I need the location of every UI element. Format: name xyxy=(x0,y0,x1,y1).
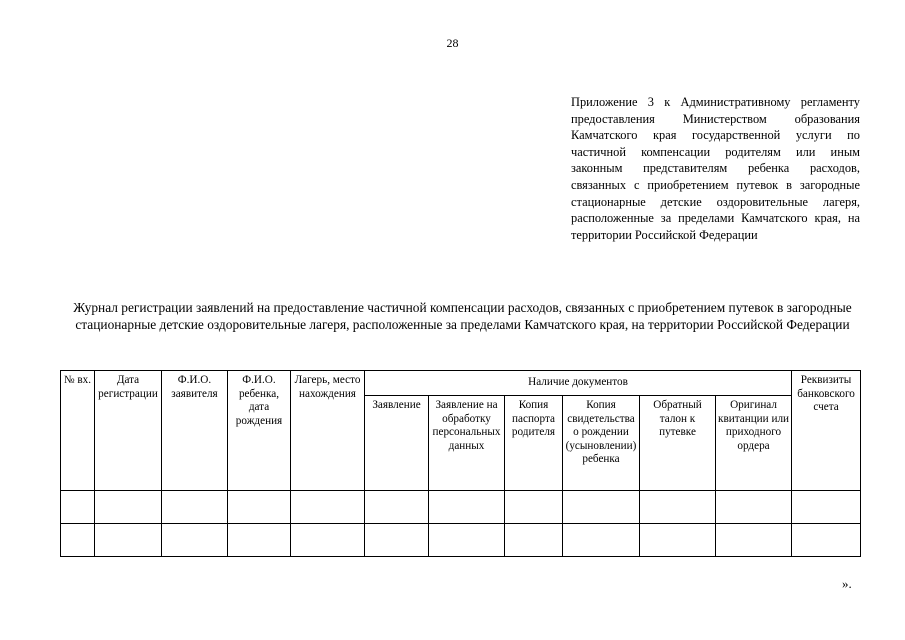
col-doc-birth-certificate: Копия свидетельства о рождении (усыновлении) ребенка xyxy=(563,396,640,491)
table-cell xyxy=(792,491,861,524)
table-cell xyxy=(563,524,640,557)
table-cell xyxy=(61,524,95,557)
col-bank-details: Реквизиты банковского счета xyxy=(792,371,861,491)
table-cell xyxy=(95,524,162,557)
table-cell xyxy=(429,524,505,557)
table-cell xyxy=(716,491,792,524)
col-child-info: Ф.И.О. ребенка, дата рождения xyxy=(228,371,291,491)
table-cell xyxy=(61,491,95,524)
table-header-row xyxy=(61,371,861,396)
col-doc-passport-copy: Копия паспорта родителя xyxy=(505,396,563,491)
col-applicant-name: Ф.И.О. заявителя xyxy=(162,371,228,491)
table-cell xyxy=(505,524,563,557)
table-cell xyxy=(365,491,429,524)
table-cell xyxy=(563,491,640,524)
journal-title: Журнал регистрации заявлений на предоставление частичной компенсации расходов, связанных с приобретением путевок в загородные стационарные детские оздоровительные лагеря, расположенные за пределами Камчатского края, на территории Российской Федерации xyxy=(73,300,852,332)
table-cell xyxy=(505,491,563,524)
col-doc-return-voucher: Обратный талон к путевке xyxy=(640,396,716,491)
closing-quote-mark: ». xyxy=(842,576,852,591)
table-cell xyxy=(365,524,429,557)
table-cell xyxy=(291,491,365,524)
table-cell xyxy=(716,524,792,557)
page-number: 28 xyxy=(446,36,459,50)
col-doc-receipt: Оригинал квитанции или приходного ордера xyxy=(716,396,792,491)
col-registration-date: Дата регистрации xyxy=(95,371,162,491)
table-cell xyxy=(640,491,716,524)
col-number: № вх. xyxy=(61,371,95,491)
table-cell xyxy=(640,524,716,557)
table-cell xyxy=(429,491,505,524)
col-doc-application: Заявление xyxy=(365,396,429,491)
table-cell xyxy=(792,524,861,557)
col-documents-group: Наличие документов xyxy=(365,371,792,396)
table-row xyxy=(61,524,861,557)
appendix-reference: Приложение 3 к Административному регламенту предоставления Министерством образования Камчатского края государственной услуги по частичной компенсации родителям или иным законным представителям ребенка расходов, связанных с приобретением путевок в загородные стационарные детские оздоровительные лагеря, расположенные за пределами Камчатского края, на территории Российской Федерации xyxy=(571,95,860,242)
registration-journal-table xyxy=(60,370,861,557)
table-cell xyxy=(228,491,291,524)
table-cell xyxy=(291,524,365,557)
table-cell xyxy=(95,491,162,524)
table-cell xyxy=(162,491,228,524)
table-cell xyxy=(228,524,291,557)
table-cell xyxy=(162,524,228,557)
col-doc-consent: Заявление на обработку персональных данных xyxy=(429,396,505,491)
table-row xyxy=(61,491,861,524)
col-camp-location: Лагерь, место нахождения xyxy=(291,371,365,491)
